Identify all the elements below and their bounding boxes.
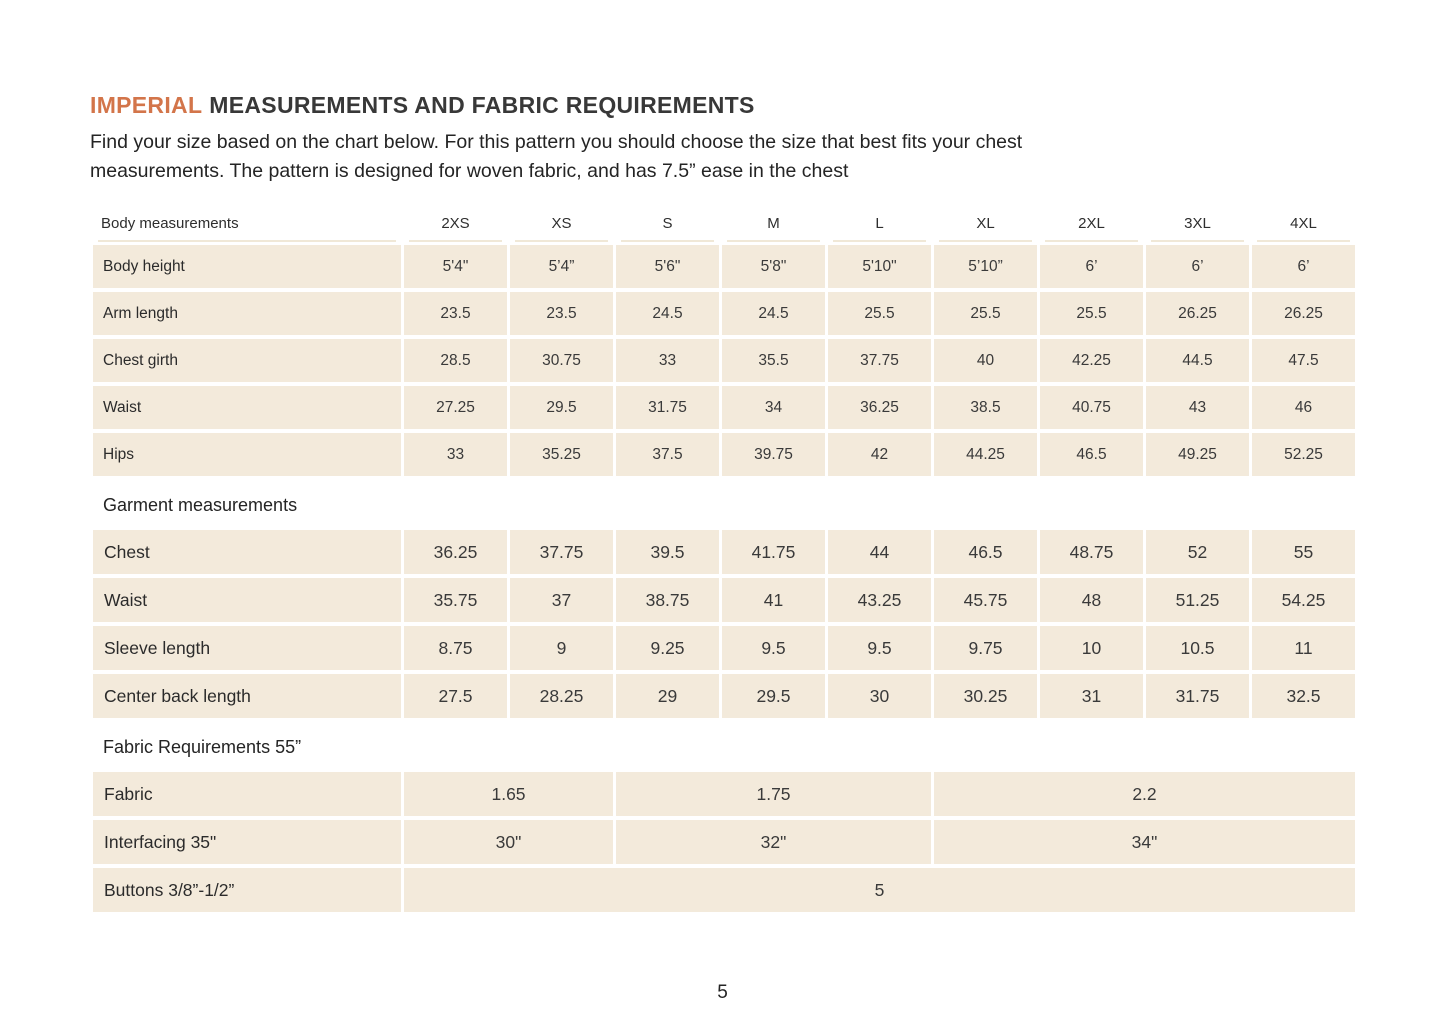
- measurement-value: 37.75: [510, 530, 613, 574]
- measurement-value: 6’: [1252, 245, 1355, 288]
- measurement-value: 47.5: [1252, 339, 1355, 382]
- page-number: 5: [717, 982, 728, 1003]
- measurement-value: 44.5: [1146, 339, 1249, 382]
- fabric-value: 34": [934, 820, 1355, 864]
- measurement-value: 26.25: [1252, 292, 1355, 335]
- measurement-value: 9: [510, 626, 613, 670]
- measurement-value: 35.75: [404, 578, 507, 622]
- measurement-value: 52: [1146, 530, 1249, 574]
- row-label: Center back length: [93, 674, 401, 718]
- measurement-value: 39.5: [616, 530, 719, 574]
- garment-section-title: Garment measurements: [103, 495, 298, 515]
- measurement-value: 37: [510, 578, 613, 622]
- measurement-value: 52.25: [1252, 433, 1355, 476]
- measurement-value: 31: [1040, 674, 1143, 718]
- row-label: Interfacing 35": [93, 820, 401, 864]
- measurement-value: 43: [1146, 386, 1249, 429]
- measurement-value: 27.25: [404, 386, 507, 429]
- measurement-value: 46: [1252, 386, 1355, 429]
- measurement-value: 9.5: [828, 626, 931, 670]
- fabric-value: 1.65: [404, 772, 613, 816]
- measurement-value: 37.75: [828, 339, 931, 382]
- row-label: Arm length: [93, 292, 401, 335]
- measurement-value: 10.5: [1146, 626, 1249, 670]
- measurement-value: 37.5: [616, 433, 719, 476]
- row-label: Hips: [93, 433, 401, 476]
- intro-paragraph: [90, 128, 1355, 185]
- measurement-value: 5’4”: [510, 245, 613, 288]
- measurement-value: 5’10”: [934, 245, 1037, 288]
- measurement-value: 6’: [1040, 245, 1143, 288]
- measurement-value: 10: [1040, 626, 1143, 670]
- measurement-value: 24.5: [616, 292, 719, 335]
- measurement-value: 9.25: [616, 626, 719, 670]
- measurement-value: 40.75: [1040, 386, 1143, 429]
- measurement-value: 26.25: [1146, 292, 1249, 335]
- measurement-value: 48.75: [1040, 530, 1143, 574]
- measurement-value: 30.25: [934, 674, 1037, 718]
- measurement-value: 5'10": [828, 245, 931, 288]
- measurement-value: 28.25: [510, 674, 613, 718]
- row-label: Sleeve length: [93, 626, 401, 670]
- measurement-value: 23.5: [404, 292, 507, 335]
- measurement-value: 30: [828, 674, 931, 718]
- measurement-value: 32.5: [1252, 674, 1355, 718]
- measurement-value: 41: [722, 578, 825, 622]
- row-label: Waist: [93, 386, 401, 429]
- fabric-requirements-table: [93, 772, 1355, 912]
- column-header-size-s: S: [616, 205, 719, 241]
- fabric-value: 32": [616, 820, 931, 864]
- measurement-value: 44: [828, 530, 931, 574]
- measurement-value: 24.5: [722, 292, 825, 335]
- measurement-value: 6’: [1146, 245, 1249, 288]
- fabric-value: 5: [404, 868, 1355, 912]
- measurement-value: 36.25: [828, 386, 931, 429]
- fabric-section-title: Fabric Requirements 55”: [103, 737, 302, 757]
- measurement-value: 36.25: [404, 530, 507, 574]
- row-label: Body height: [93, 245, 401, 288]
- column-header-size-2xs: 2XS: [404, 205, 507, 241]
- measurement-value: 27.5: [404, 674, 507, 718]
- title-rest: MEASUREMENTS AND FABRIC REQUIREMENTS: [209, 92, 755, 118]
- measurement-value: 29.5: [722, 674, 825, 718]
- measurement-value: 34: [722, 386, 825, 429]
- row-label: Waist: [93, 578, 401, 622]
- row-label: Chest girth: [93, 339, 401, 382]
- measurement-value: 46.5: [934, 530, 1037, 574]
- column-header-size-xl: XL: [934, 205, 1037, 241]
- measurement-value: 28.5: [404, 339, 507, 382]
- title-accent: IMPERIAL: [90, 92, 203, 118]
- measurement-value: 54.25: [1252, 578, 1355, 622]
- page-title: [90, 92, 1355, 119]
- measurement-value: 8.75: [404, 626, 507, 670]
- measurement-value: 35.25: [510, 433, 613, 476]
- measurement-value: 33: [616, 339, 719, 382]
- column-header-size-l: L: [828, 205, 931, 241]
- column-header-size-4xl: 4XL: [1252, 205, 1355, 241]
- measurement-value: 38.75: [616, 578, 719, 622]
- fabric-value: 1.75: [616, 772, 931, 816]
- measurement-value: 35.5: [722, 339, 825, 382]
- measurement-value: 29: [616, 674, 719, 718]
- row-label: Chest: [93, 530, 401, 574]
- column-header-size-2xl: 2XL: [1040, 205, 1143, 241]
- measurement-value: 9.5: [722, 626, 825, 670]
- measurement-value: 45.75: [934, 578, 1037, 622]
- measurement-value: 42.25: [1040, 339, 1143, 382]
- fabric-value: 2.2: [934, 772, 1355, 816]
- measurement-value: 31.75: [616, 386, 719, 429]
- measurement-value: 31.75: [1146, 674, 1249, 718]
- row-label: Fabric: [93, 772, 401, 816]
- measurement-value: 40: [934, 339, 1037, 382]
- measurement-value: 5'8": [722, 245, 825, 288]
- measurement-value: 38.5: [934, 386, 1037, 429]
- column-header-size-m: M: [722, 205, 825, 241]
- measurement-value: 5'6": [616, 245, 719, 288]
- measurement-value: 5'4": [404, 245, 507, 288]
- measurement-value: 43.25: [828, 578, 931, 622]
- measurement-value: 23.5: [510, 292, 613, 335]
- column-header-size-3xl: 3XL: [1146, 205, 1249, 241]
- measurement-value: 25.5: [934, 292, 1037, 335]
- measurement-value: 9.75: [934, 626, 1037, 670]
- measurement-value: 46.5: [1040, 433, 1143, 476]
- measurement-value: 48: [1040, 578, 1143, 622]
- measurement-value: 42: [828, 433, 931, 476]
- measurement-value: 49.25: [1146, 433, 1249, 476]
- measurement-value: 33: [404, 433, 507, 476]
- measurement-value: 29.5: [510, 386, 613, 429]
- column-header-body-measurements: Body measurements: [93, 205, 401, 241]
- body-measurements-table: [93, 205, 1355, 476]
- measurement-value: 25.5: [1040, 292, 1143, 335]
- measurement-value: 11: [1252, 626, 1355, 670]
- intro-line-2: measurements. The pattern is designed for woven fabric, and has 7.5” ease in the chest: [90, 159, 849, 182]
- fabric-value: 30": [404, 820, 613, 864]
- column-header-size-xs: XS: [510, 205, 613, 241]
- measurement-value: 55: [1252, 530, 1355, 574]
- measurement-value: 44.25: [934, 433, 1037, 476]
- measurement-value: 25.5: [828, 292, 931, 335]
- measurement-value: 41.75: [722, 530, 825, 574]
- intro-line-1: Find your size based on the chart below. For this pattern you should choose the size that best fits your chest: [90, 131, 1023, 153]
- garment-measurements-table: [93, 530, 1355, 718]
- measurement-value: 51.25: [1146, 578, 1249, 622]
- row-label: Buttons 3/8”-1/2”: [93, 868, 401, 912]
- measurement-value: 30.75: [510, 339, 613, 382]
- measurement-value: 39.75: [722, 433, 825, 476]
